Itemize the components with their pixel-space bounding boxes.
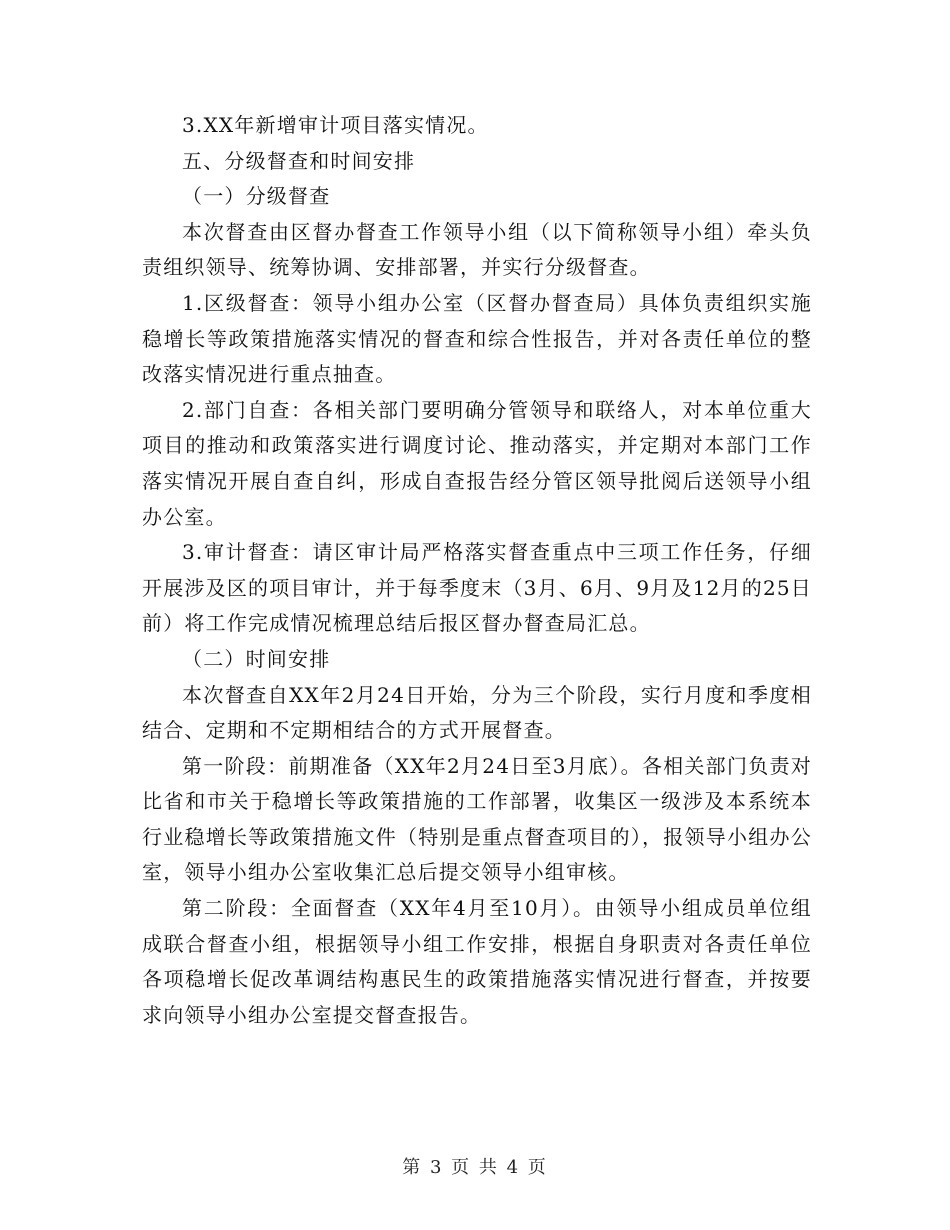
paragraph-stage-two: 第二阶段：全面督查（XX年4月至10月）。由领导小组成员单位组成联合督查小组，根据领导小组工作安排，根据自身职责对各责任单位各项稳增长促改革调结构惠民生的政策措施落实情况进行督查，并按要求向领导小组办公室提交督查报告。 (142, 896, 812, 1027)
document-body (142, 108, 812, 1033)
paragraph-department-self-check: 2.部门自查：各相关部门要明确分管领导和联络人，对本单位重大项目的推动和政策落实进行调度讨论、推动落实，并定期对本部门工作落实情况开展自查自纠，形成自查报告经分管区领导批阅后送领导小组办公室。 (142, 397, 812, 529)
paragraph-audit-inspection: 3.审计督查：请区审计局严格落实督查重点中三项工作任务，仔细开展涉及区的项目审计，并于每季度末（3月、6月、9月及12月的25日前）将工作完成情况梳理总结后报区督办督查局汇总。 (142, 540, 812, 636)
paragraph-district-inspection: 1.区级督查：领导小组办公室（区督办督查局）具体负责组织实施稳增长等政策措施落实情况的督查和综合性报告，并对各责任单位的整改落实情况进行重点抽查。 (142, 290, 812, 387)
subsection-heading-schedule: （二）时间安排 (182, 646, 331, 671)
section-heading-five: 五、分级督查和时间安排 (182, 148, 416, 173)
paragraph-item-3-audit-projects: 3.XX年新增审计项目落实情况。 (182, 113, 489, 137)
paragraph-schedule-overview: 本次督查自XX年2月24日开始，分为三个阶段，实行月度和季度相结合、定期和不定期相结合的方式开展督查。 (142, 682, 812, 743)
paragraph-inspection-leadership: 本次督查由区督办督查工作领导小组（以下简称领导小组）牵头负责组织领导、统筹协调、安排部署，并实行分级督查。 (142, 219, 812, 280)
subsection-heading-graded-inspection: （一）分级督查 (182, 184, 331, 209)
page-number-footer: 第 3 页 共 4 页 (402, 1157, 548, 1178)
paragraph-stage-one: 第一阶段：前期准备（XX年2月24日至3月底）。各相关部门负责对比省和市关于稳增长等政策措施的工作部署，收集区一级涉及本系统本行业稳增长等政策措施文件（特别是重点督查项目的），报领导小组办公室，领导小组办公室收集汇总后提交领导小组审核。 (142, 753, 812, 885)
